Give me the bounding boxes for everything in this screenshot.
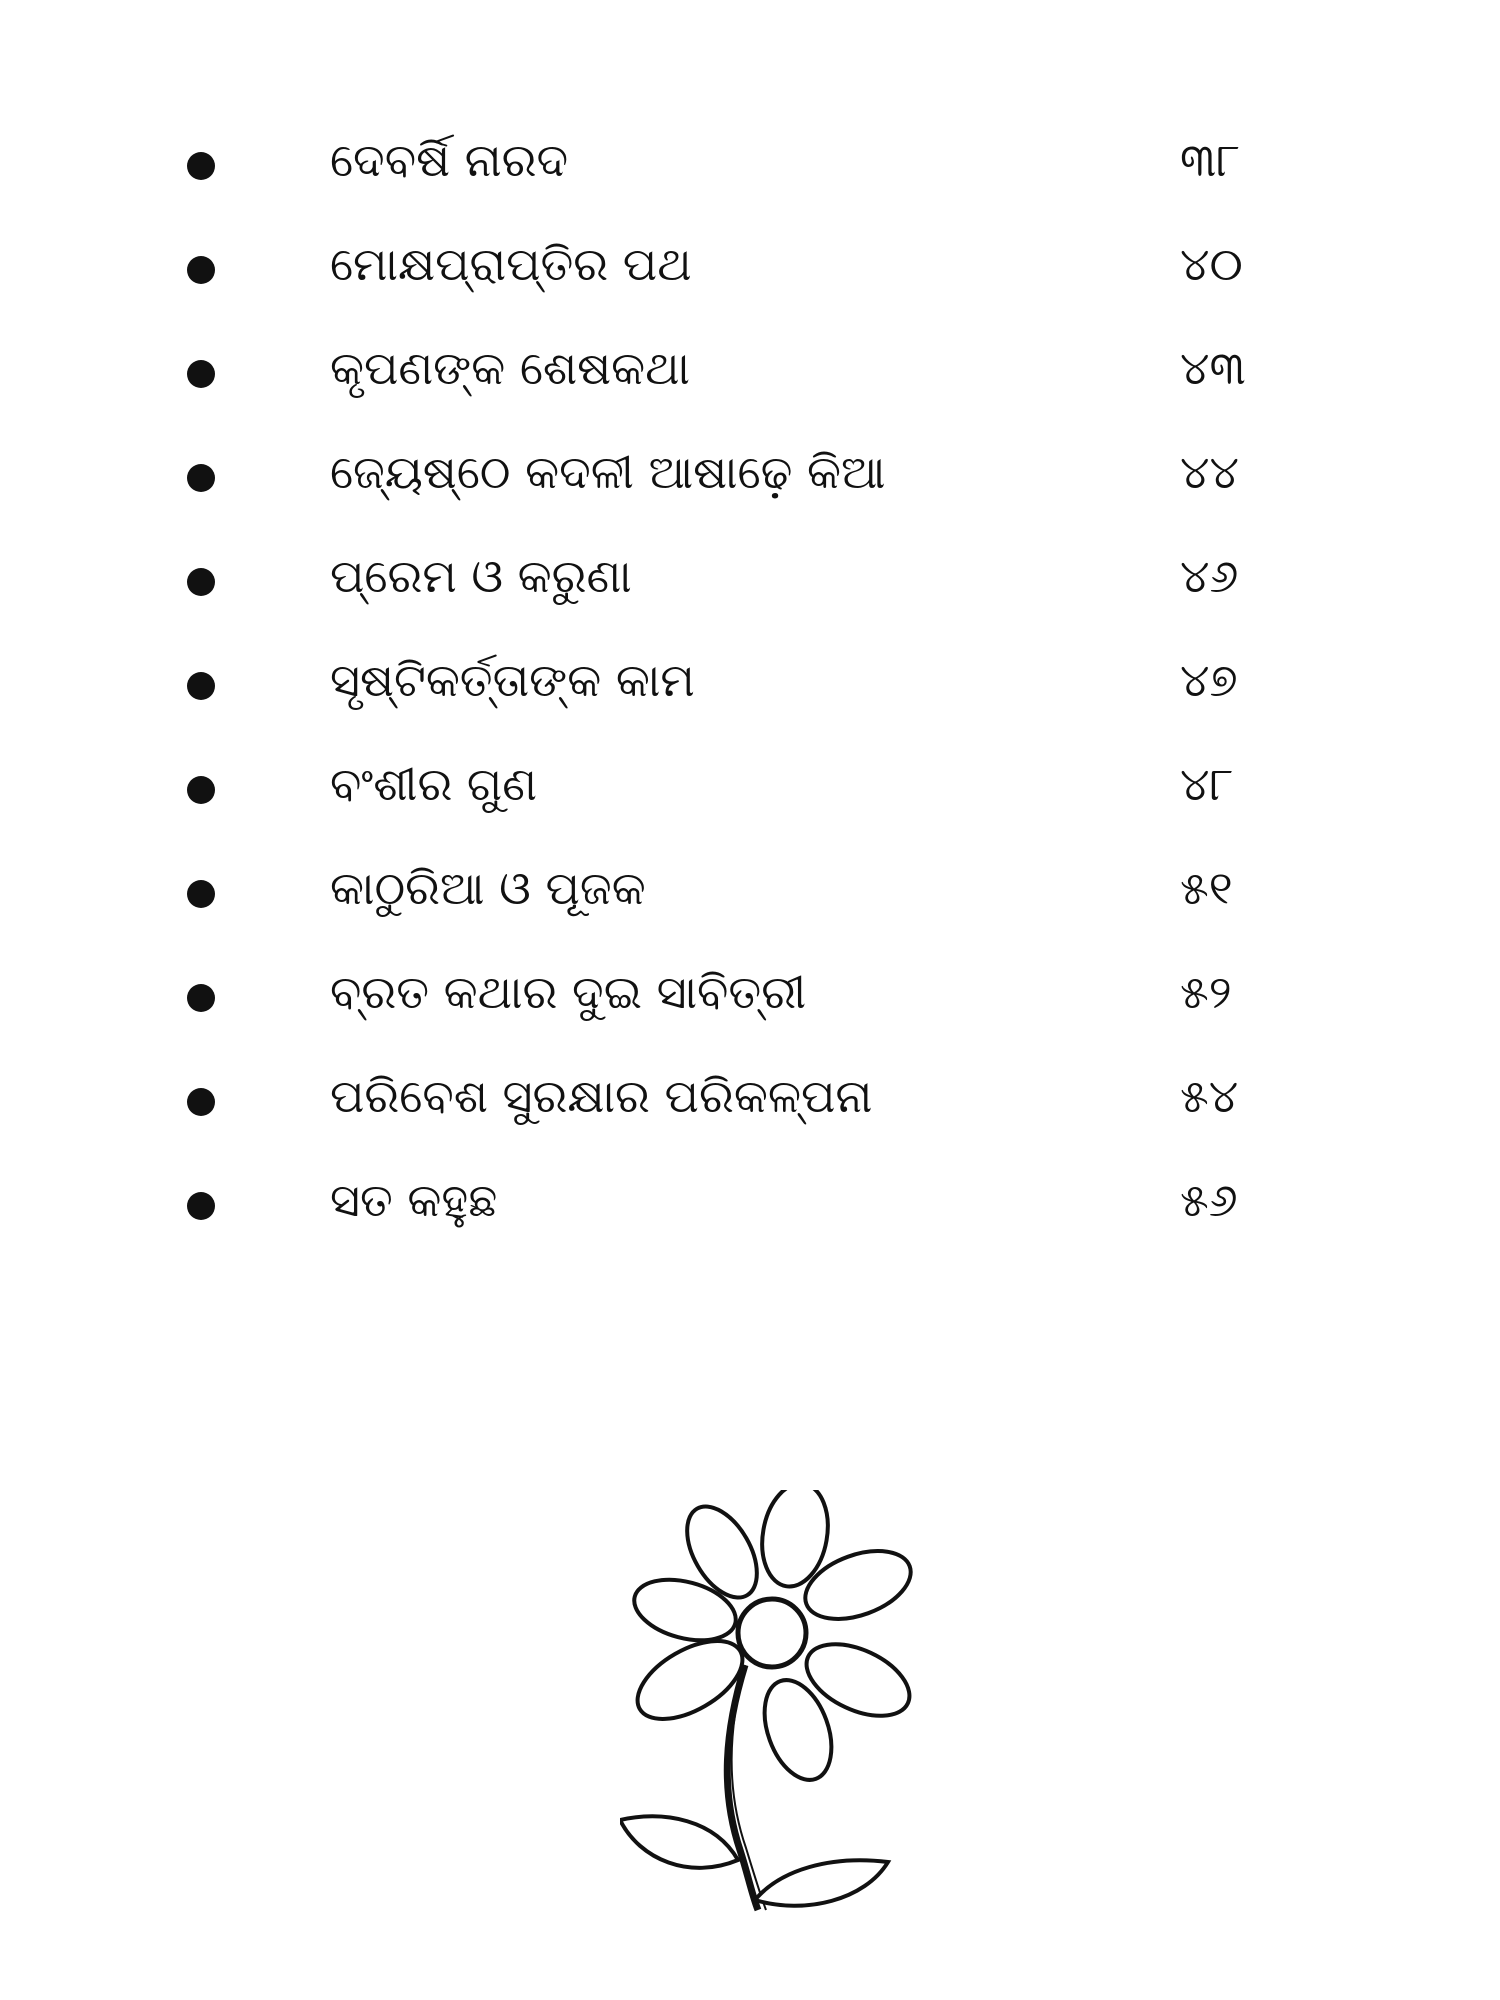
toc-entry-page-number: ୪୪ [1180,445,1239,499]
bullet-icon [187,1192,215,1220]
table-of-contents [0,110,1500,1254]
toc-entry-title: କାଠୁରିଆ ଓ ପୂଜକ [330,861,646,915]
toc-entry-page-number: ୫୬ [1180,1173,1238,1227]
bullet-icon [187,776,215,804]
toc-entry [0,838,1500,942]
bullet-icon [187,1088,215,1116]
toc-entry-title: ବ୍ରତ କଥାର ଦୁଇ ସାବିତ୍ରୀ [330,965,807,1019]
toc-entry-page-number: ୪୦ [1180,237,1243,291]
toc-entry-title: କୃପଣଙ୍କ ଶେଷକଥା [330,341,690,395]
toc-entry [0,422,1500,526]
toc-entry-page-number: ୪୬ [1180,549,1239,603]
toc-entry-title: ସୃଷ୍ଟିକର୍ତ୍ତାଙ୍କ କାମ [330,653,695,707]
bullet-icon [187,464,215,492]
toc-entry-page-number: ୫୧ [1180,861,1233,915]
toc-entry-title: ଜ୍ୟେଷ୍ଠେ କଦଳୀ ଆଷାଢ଼େ କିଆ [330,445,886,499]
toc-entry-title: ପରିବେଶ ସୁରକ୍ଷାର ପରିକଳ୍ପନା [330,1069,873,1123]
toc-entry [0,1150,1500,1254]
bullet-icon [187,360,215,388]
bullet-icon [187,880,215,908]
toc-entry-title: ବଂଶୀର ଗୁଣ [330,757,538,811]
toc-entry [0,630,1500,734]
toc-entry-title: ସତ କହୁଛ [330,1173,498,1227]
bullet-icon [187,152,215,180]
bullet-icon [187,672,215,700]
bullet-icon [187,256,215,284]
bullet-icon [187,984,215,1012]
toc-entry-page-number: ୫୪ [1180,1069,1239,1123]
toc-entry-page-number: ୪୩ [1180,341,1246,395]
toc-entry-title: ମୋକ୍ଷପ୍ରାପ୍ତିର ପଥ [330,237,692,291]
toc-entry [0,110,1500,214]
toc-entry-page-number: ୪୮ [1180,757,1234,811]
toc-entry [0,214,1500,318]
toc-entry [0,942,1500,1046]
toc-entry-title: ଦେବର୍ଷି ନାରଦ [330,133,569,187]
flower-icon [620,1490,920,1920]
toc-entry-title: ପ୍ରେମ ଓ କରୁଣା [330,549,632,603]
toc-entry [0,526,1500,630]
toc-entry [0,1046,1500,1150]
bullet-icon [187,568,215,596]
toc-entry-page-number: ୫୨ [1180,965,1232,1019]
toc-entry-page-number: ୩୮ [1180,133,1241,187]
toc-entry [0,734,1500,838]
toc-entry-page-number: ୪୭ [1180,653,1238,707]
toc-entry [0,318,1500,422]
